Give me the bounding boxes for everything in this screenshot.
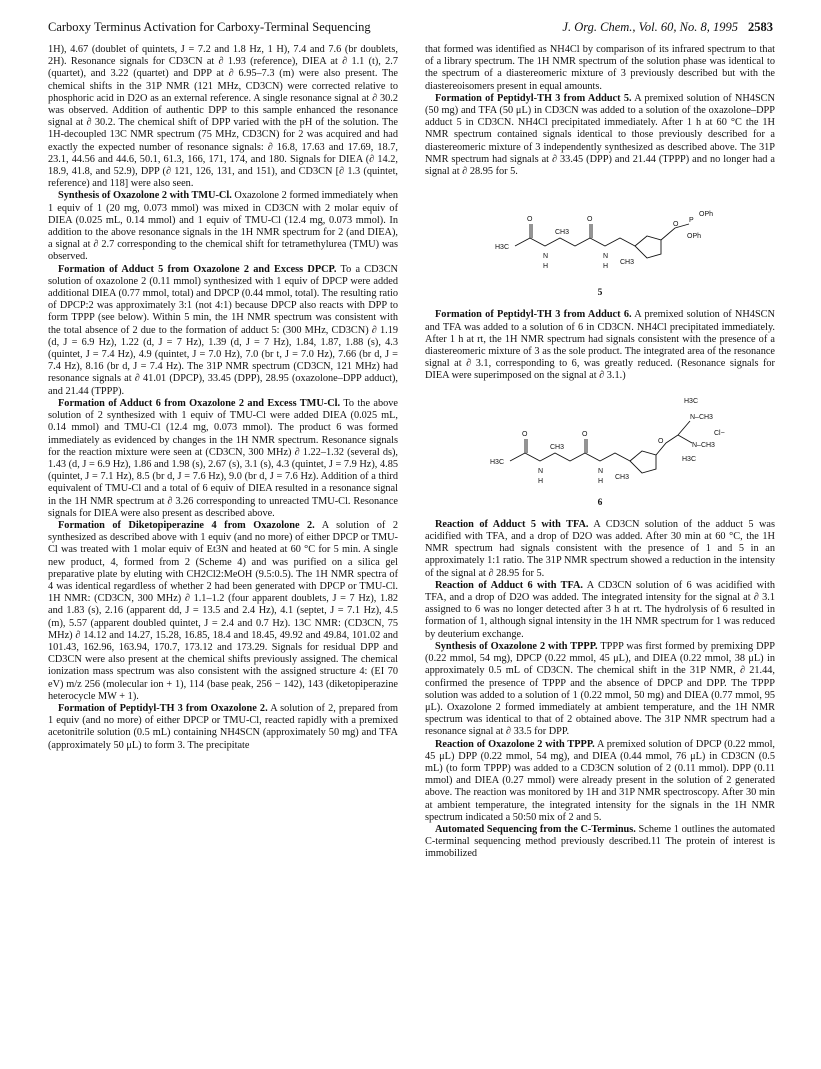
paragraph-text: A premixed solution of DPCP (0.22 mmol, 45 μL) DPP (0.22 mmol, 54 mg), and DIEA (0.44 mmol, 76 μL) in CD3CN (0.5 mL) (to form TPPP) was added to a CD3CN solution of 2 (0.11 mmol). DPP (0.11 mmol) and DIEA (0.27 mmol) were already present in the solution of 2 generated above. The reaction was monitored by 1H and 31P NMR spectroscopy. After 30 min at ambient temperature, the integrated intensity for the signals in the 1H NMR spectrum indicated a 50:50 mix of 2 and 5. bbox=[425, 738, 776, 823]
fig5-oph2: OPh bbox=[687, 233, 702, 241]
fig6-o2: O bbox=[582, 430, 588, 438]
fig5-n1: N bbox=[543, 253, 549, 261]
section-heading: Formation of Adduct 5 from Oxazolone 2 and Excess DPCP. bbox=[58, 263, 337, 275]
fig5-ch3-top: CH3 bbox=[555, 229, 570, 237]
section-paragraph bbox=[425, 739, 775, 824]
left-column bbox=[48, 44, 398, 752]
figure-label-6: 6 bbox=[597, 497, 603, 508]
section-heading: Synthesis of Oxazolone 2 with TMU-Cl. bbox=[58, 190, 232, 202]
figure-label-5: 5 bbox=[597, 288, 603, 299]
paragraph-text: To the above solution of 2 synthesized with 1 equiv of TMU-Cl were added DIEA (0.025 mL, 0.14 mmol) and TMU-Cl (12.4 mg, 0.073 mmol). The product 6 was formed immediately as evidenced by changes in the 1H NMR spectrum. Resonance signals for the reaction mixture were seen at (CD3CN, 300 MHz) ∂ 1.22–1.32 (several ds), 1.43 (d, J = 6.9 Hz), 1.86 and 1.98 (s), 2.67 (s), 3.1 (s), 4.3 (quintet, J = 7.9 Hz), 4.85 (quintet, J = 7.1 Hz), 8.5 (br d, J = 7.6 Hz), 9.0 (br d, J = 7.6 Hz). Addition of a third equivalent of TMU-Cl and a total of 6 equiv of DIEA resulted in a resonance signal in the 1H NMR spectrum at ∂ 3.26 corresponding to unreacted TMU-Cl. Resonance signals for DIEA were also present as described above. bbox=[48, 397, 398, 519]
fig6-h3c-bottom: H3C bbox=[682, 455, 697, 463]
structure-6-figure bbox=[470, 391, 730, 491]
fig6-nch3-top: N–CH3 bbox=[690, 413, 713, 421]
section-paragraph bbox=[48, 398, 398, 520]
paragraph-text: A CD3CN solution of 6 was acidified with TFA, and a drop of D2O was added. The integrated intensity for the signal at ∂ 3.1 assigned to 6 was no longer detected after 3 h at rt. The hydrolysis of 6 resulted in formation of 1, although signal intensity in the 1H NMR spectrum for 1 was reduced by deuterium exchange. bbox=[425, 579, 775, 640]
section-heading: Formation of Adduct 6 from Oxazolone 2 and Excess TMU-Cl. bbox=[58, 397, 341, 409]
fig6-h2: H bbox=[598, 477, 604, 485]
paragraph-text: A premixed solution of NH4SCN and TFA was added to a solution of 6 in CD3CN. NH4Cl precipitated immediately. After 1 h at rt, the 1H NMR spectrum had signals consistent with the presence of a diastereomeric mixture of 3 as the sole product. The integrated area of the resonance signal at ∂ 3.1, corresponding to 6, was greatly reduced. (Resonance signals for DIEA were superimposed on the signal at ∂ 3.1.) bbox=[425, 309, 775, 382]
fig5-h2: H bbox=[603, 263, 609, 271]
section-paragraph bbox=[425, 824, 775, 861]
section-heading: Reaction of Adduct 6 with TFA. bbox=[435, 579, 583, 591]
right-column bbox=[425, 44, 775, 861]
paragraph-text: A solution of 2 synthesized as described above with 1 equiv (and no more) of either DPCP or TMU-Cl was treated with 1 molar equiv of Et3N and heated at 60 °C for 5 min. A single new product, 4, formed from 2 (Scheme 4) and was purified on a silica gel preparative plate by eluting with CH2Cl2:MeOH (9.5:0.5). The 1H NMR spectra of 4 was identical regardless of whether 2 had been generated with DPCP or TMU-Cl. 1H NMR: (CD3CN, 300 MHz) ∂ 1.1–1.2 (four apparent doublets, J = 7 Hz), 1.82 and 1.83 (s), 2.16 (apparent dd, J = 13.5 and 2.4 Hz), 4.1 (septet, J = 7.1 Hz), 4.5 (m), 5.57 (apparent doubled quintet, J = 2.4 and 0.7 Hz). 13C NMR: (CD3CN, 75 MHz) ∂ 14.12 and 14.27, 15.28, 16.85, 18.4 and 18.45, 49.92 and 49.84, 101.02 and 101.43, 162.96, 163.94, 170.7, 173.12 and 173.29. Signals for residual DPP and CD3CN were also present at the chemical shifts previously assigned. The chemical ionization mass spectrum was also consistent with the assigned structure 4: (EI 70 eV) m/z 256 (molecular ion + 1), 114 (base peak, 256 − 142), 143 (diketopiperazine heterocycle MW + 1). bbox=[48, 519, 398, 702]
fig5-ch3-bottom: CH3 bbox=[620, 259, 635, 267]
fig6-o1: O bbox=[522, 430, 528, 438]
fig5-p: P bbox=[689, 217, 694, 225]
section-heading: Synthesis of Oxazolone 2 with TPPP. bbox=[435, 640, 598, 652]
running-title: Carboxy Terminus Activation for Carboxy-Terminal Sequencing bbox=[48, 20, 371, 34]
section-paragraph bbox=[425, 641, 775, 739]
section-paragraph bbox=[425, 93, 775, 178]
paragraph-text: Scheme 1 outlines the automated C-terminal sequencing method previously described.11 The protein of interest is immobilized bbox=[425, 823, 775, 860]
paragraph-text: TPPP was first formed by premixing DPP (0.22 mmol, 54 mg), DPCP (0.22 mmol, 45 μL), and DIEA (0.22 mmol, 38 μL) in approximately 0.5 mL of CD3CN. The chemical shift in the 31P NMR, ∂ 21.44, confirmed the presence of TPPP and the absence of DPCP and DPP. The TPPP solution was added to a solution of 1 (0.22 mmol, 50 mg) and DIEA (0.77 mmol, 95 μL). Oxazolone 2 formed immediately at ambient temperature, and the 1H NMR spectrum was identical to that of 2 obtained above. The 31P NMR spectrum had a resonance signal at ∂ 33.5 for DPP. bbox=[425, 640, 775, 738]
fig6-h3c: H3C bbox=[490, 458, 505, 466]
section-paragraph bbox=[48, 703, 398, 752]
section-heading: Automated Sequencing from the C-Terminus. bbox=[435, 823, 636, 835]
section-paragraph bbox=[425, 309, 775, 382]
paragraph-text: A premixed solution of NH4SCN (50 mg) and TFA (50 μL) in CD3CN was added to a solution of the oxazolone–DPP adduct 5 in CD3CN. NH4Cl precipitated immediately. After 1 h at 60 °C the 1H NMR spectrum contained signals identical to those previously described for a diastereomeric mixture of 3 independently synthesized as described above. The 31P NMR spectrum had signals at ∂ 33.45 (DPP) and 21.44 (TPPP) and no longer had a signal at ∂ 28.95 for 5. bbox=[425, 92, 775, 178]
fig5-o3: O bbox=[673, 221, 679, 229]
fig6-h3c-top: H3C bbox=[684, 397, 699, 405]
section-heading: Formation of Peptidyl-TH 3 from Oxazolone 2. bbox=[58, 702, 268, 714]
journal-citation bbox=[562, 20, 773, 38]
section-heading: Formation of Peptidyl-TH 3 from Adduct 6. bbox=[435, 309, 632, 321]
section-heading: Reaction of Adduct 5 with TFA. bbox=[435, 518, 589, 530]
fig5-o1: O bbox=[527, 216, 533, 224]
fig5-n2: N bbox=[603, 253, 609, 261]
structure-5-figure bbox=[475, 186, 725, 281]
fig6-nch3-bottom: N–CH3 bbox=[692, 441, 715, 449]
section-paragraph bbox=[425, 519, 775, 580]
page-number: 2583 bbox=[748, 20, 773, 34]
fig6-ch3-top: CH3 bbox=[550, 443, 565, 451]
fig6-o3: O bbox=[658, 437, 664, 445]
section-heading: Formation of Peptidyl-TH 3 from Adduct 5. bbox=[435, 92, 632, 104]
section-paragraph bbox=[48, 190, 398, 263]
fig6-ch3-bottom: CH3 bbox=[615, 473, 630, 481]
fig5-h1: H bbox=[543, 263, 549, 271]
paragraph-text: A CD3CN solution of the adduct 5 was acidified with TFA, and a drop of D2O was added. After 30 min at 60 °C, the 1H NMR spectrum had signals consistent with the presence of 1 and 5 in an approximately 1:1 ratio. The 31P NMR spectrum showed a reduction in the intensity of the signal at ∂ 28.95 for 5. bbox=[425, 518, 775, 579]
page-header bbox=[48, 20, 773, 38]
section-paragraph bbox=[425, 580, 775, 641]
fig5-oph1: OPh bbox=[699, 211, 714, 219]
fig6-chloride: Cl− bbox=[714, 429, 725, 437]
journal-name: J. Org. Chem., Vol. 60, No. 8, 1995 bbox=[562, 20, 738, 34]
section-heading: Reaction of Oxazolone 2 with TPPP. bbox=[435, 738, 595, 750]
paragraph-text: A solution of 2, prepared from 1 equiv (and no more) of either DPCP or TMU-Cl, reacted rapidly with a premixed acetonitrile solution (0.5 mL) containing NH4SCN (approximately 50 mg) and TFA (approximately 50 μL) to form 3. The precipitate bbox=[48, 702, 398, 751]
section-paragraph bbox=[48, 264, 398, 398]
paragraph: that formed was identified as NH4Cl by comparison of its infrared spectrum to that of a library spectrum. The 1H NMR spectrum of the solution phase was identical to the spectrum of a diastereomeric mixture of 3 previously described but with the diastereoisomers present in equal amounts. bbox=[425, 44, 775, 92]
paragraph-text: Oxazolone 2 formed immediately when 1 equiv of 1 (20 mg, 0.073 mmol) was mixed in CD3CN with 2 molar equiv of DIEA (0.025 mL, 0.14 mmol) and 1 equiv of TMU-Cl (12.4 mg, 0.073 mmol). In addition to the above resonance signals in the 1H NMR spectrum for 2 (and DIEA), a signal at ∂ 2.7 corresponding to the chemical shift for tetramethylurea (TMU) was observed. bbox=[48, 190, 398, 263]
section-paragraph bbox=[48, 520, 398, 703]
fig6-h1: H bbox=[538, 477, 544, 485]
section-heading: Formation of Diketopiperazine 4 from Oxazolone 2. bbox=[58, 519, 315, 531]
fig5-h3c: H3C bbox=[495, 244, 510, 252]
paragraph: 1H), 4.67 (doublet of quintets, J = 7.2 and 1.8 Hz, 1 H), 7.4 and 7.6 (br doublets, 2H). Resonance signals for CD3CN at ∂ 1.93 (reference), DIEA at ∂ 1.1 (t), 2.7 (quartet), and 3.22 (quartet) and DPP at ∂ 6.95–7.3 (m) were also present. The chemical shifts in the 31P NMR (121 MHz, CD3CN) were corrected relative to phosphoric acid in D2O as an external reference. A single resonance signal at ∂ 30.2 was observed. Addition of authentic DPP to this sample enhanced the resonance signal at ∂ 30.2. The chemical shift of DPP varied with the pH of the solution. The 1H-decoupled 13C NMR spectrum (75 MHz, CD3CN) for 2 was acquired and had exactly the expected number of resonance signals: ∂ 16.8, 17.63 and 17.69, 18.7, 23.1, 44.56 and 44.6, 50.1, 61.3, 166, 171, 174, and 180. Signals for DIEA (∂ 14.2, 18.9, 41.8, and 52.9), DPP (∂ 121, 126, 131, and 151), and CD3CN [∂ 1.3 (quintet, reference) and 118] were also seen. bbox=[48, 44, 398, 190]
fig5-o2: O bbox=[587, 216, 593, 224]
fig6-n1: N bbox=[538, 467, 544, 475]
fig6-n2: N bbox=[598, 467, 604, 475]
paragraph-text: To a CD3CN solution of oxazolone 2 (0.11 mmol) synthesized with 1 equiv of DPCP were added additional DIEA (0.77 mmol, total) and DPCP (0.44 mmol, total). The resulting ratio of DPCP:2 was approximately 3:1 (not 4:1) because DPCP also reacts with DPP to form TPPP (see below). Within 5 min, the 1H NMR spectrum was consistent with the total absence of 2 due to the formation of adduct 5: (300 MHz, CD3CN) ∂ 1.19 (d, J = 6.9 Hz), 1.22 (d, J = 7 Hz), 1.39 (d, J = 7 Hz), 1.84, 1.87, 1.88 (s), 4.3 (quintet, J = 7.4 Hz), 4.9 (quintet, J = 7.0 Hz), 7.0 (br t, J = 7.0 Hz), 7.66 (br d, J = 7.4 Hz), 8.16 (br d, J = 7.4 Hz). The 31P NMR spectrum (CD3CN, 121 MHz) had resonance signals at ∂ 41.01 (DPCP), 33.45 (DPP), 28.95 (oxazolone–DPP adduct), and 21.44 (TPPP). bbox=[48, 263, 398, 397]
